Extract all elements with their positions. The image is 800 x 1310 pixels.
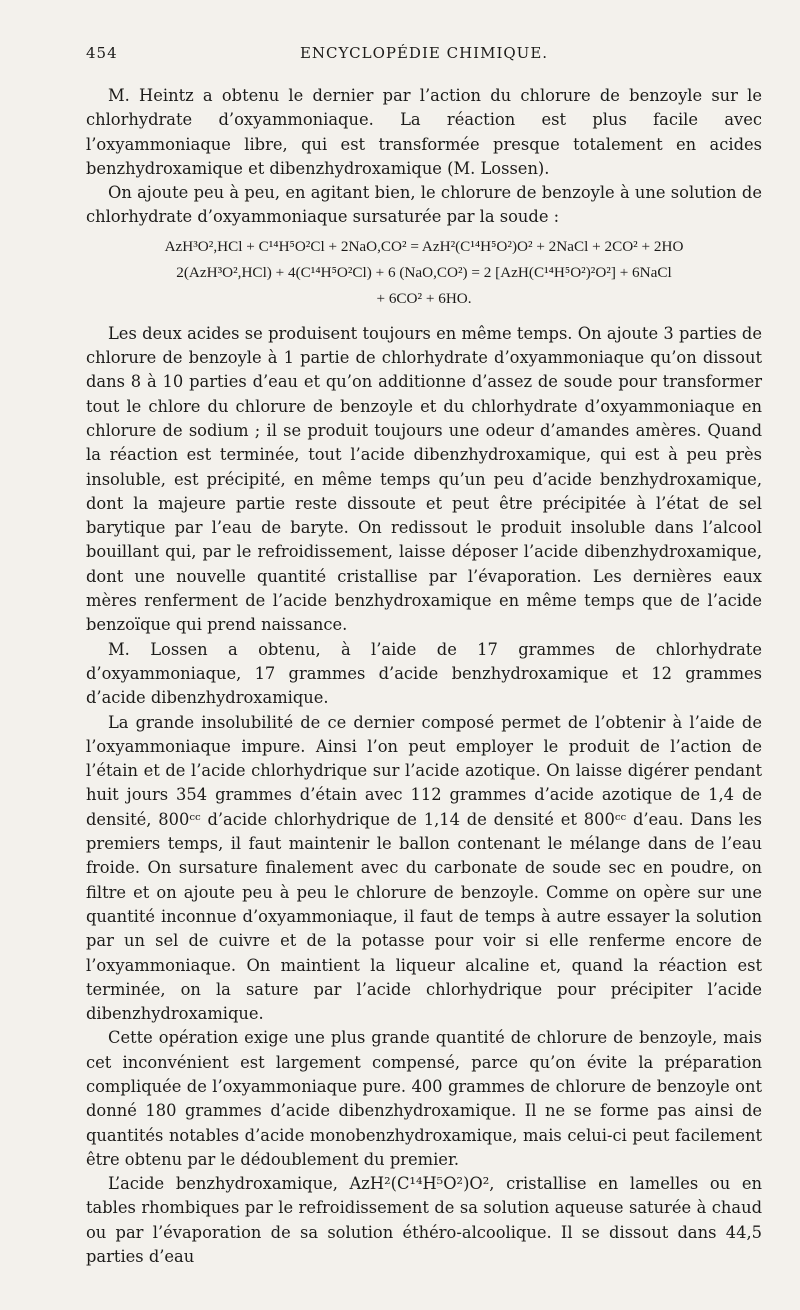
equation-block	[86, 234, 762, 312]
page-body	[86, 84, 762, 1269]
running-title: ENCYCLOPÉDIE CHIMIQUE.	[299, 44, 549, 62]
chemical-equation: 2(AzH³O²,HCl) + 4(C¹⁴H⁵O²Cl) + 6 (NaO,CO²) = 2 [AzH(C¹⁴H⁵O²)²O²] + 6NaCl	[176, 263, 672, 281]
chemical-equation-continuation: + 6CO² + 6HO.	[376, 289, 472, 307]
page-number: 454	[86, 44, 118, 62]
paragraph: Cette opération exige une plus grande quantité de chlorure de benzoyle, mais cet inconvénient est largement compensé, parce qu’on évite la préparation compliquée de l’oxyammoniaque pure. 400 grammes de chlorure de benzoyle ont donné 180 grammes d’acide dibenzhydroxamique. Il ne se forme pas ainsi de quantités notables d’acide monobenzhydroxamique, mais celui-ci peut facilement être obtenu par le dédoublement du premier.	[86, 1028, 762, 1169]
page-header	[86, 44, 762, 66]
paragraph: M. Heintz a obtenu le dernier par l’action du chlorure de benzoyle sur le chlorhydrate d’oxyammoniaque. La réaction est plus facile avec l’oxyammoniaque libre, qui est transformée presque totalement en acides benzhydroxamique et dibenzhydroxamique (M. Lossen).	[86, 86, 762, 178]
paragraph: La grande insolubilité de ce dernier composé permet de l’obtenir à l’aide de l’oxyammoniaque impure. Ainsi l’on peut employer le produit de l’action de l’étain et de l’acide chlorhydrique sur l’acide azotique. On laisse digérer pendant huit jours 354 grammes d’étain avec 112 grammes d’acide azotique de 1,4 de densité, 800ᶜᶜ d’acide chlorhydrique de 1,14 de densité et 800ᶜᶜ d’eau. Dans les premiers temps, il faut maintenir le ballon contenant le mélange dans de l’eau froide. On sursature finalement avec du carbonate de soude sec en poudre, on filtre et on ajoute peu à peu le chlorure de benzoyle. Comme on opère sur une quantité inconnue d’oxyammoniaque, il faut de temps à autre essayer la solution par un sel de cuivre et de la potasse pour voir si elle renferme encore de l’oxyammoniaque. On maintient la liqueur alcaline et, quand la réaction est terminée, on la sature par l’acide chlorhydrique pour précipiter l’acide dibenzhydroxamique.	[86, 712, 762, 1024]
paragraph: L’acide benzhydroxamique, AzH²(C¹⁴H⁵O²)O², cristallise en lamelles ou en tables rhombiques par le refroidissement de sa solution aqueuse saturée à chaud ou par l’évaporation de sa solution éthéro-alcoolique. Il se dissout dans 44,5 parties d’eau	[86, 1174, 762, 1267]
paragraph: On ajoute peu à peu, en agitant bien, le chlorure de benzoyle à une solution de chlorhydrate d’oxyammoniaque sursaturée par la soude :	[86, 183, 762, 227]
chemical-equation: AzH³O²,HCl + C¹⁴H⁵O²Cl + 2NaO,CO² = AzH²(C¹⁴H⁵O²)O² + 2NaCl + 2CO² + 2HO	[164, 237, 684, 255]
paragraph: M. Lossen a obtenu, à l’aide de 17 grammes de chlorhydrate d’oxyammoniaque, 17 grammes d’acide benzhydroxamique et 12 grammes d’acide dibenzhydroxamique.	[86, 639, 762, 708]
paragraph: Les deux acides se produisent toujours en même temps. On ajoute 3 parties de chlorure de benzoyle à 1 partie de chlorhydrate d’oxyammoniaque qu’on dissout dans 8 à 10 parties d’eau et qu’on additionne d’assez de soude pour transformer tout le chlore du chlorure de benzoyle et du chlorhydrate d’oxyammoniaque en chlorure de sodium ; il se produit toujours une odeur d’amandes amères. Quand la réaction est terminée, tout l’acide dibenzhydroxamique, qui est à peu près insoluble, est précipité, en même temps qu’un peu d’acide benzhydroxamique, dont la majeure partie reste dissoute et peut être précipitée à l’état de sel barytique par l’eau de baryte. On redissout le produit insoluble dans l’alcool bouillant qui, par le refroidissement, laisse déposer l’acide dibenzhydroxamique, dont une nouvelle quantité cristallise par l’évaporation. Les dernières eaux mères renferment de l’acide benzhydroxamique en même temps que de l’acide benzoïque qui prend naissance.	[86, 323, 762, 635]
